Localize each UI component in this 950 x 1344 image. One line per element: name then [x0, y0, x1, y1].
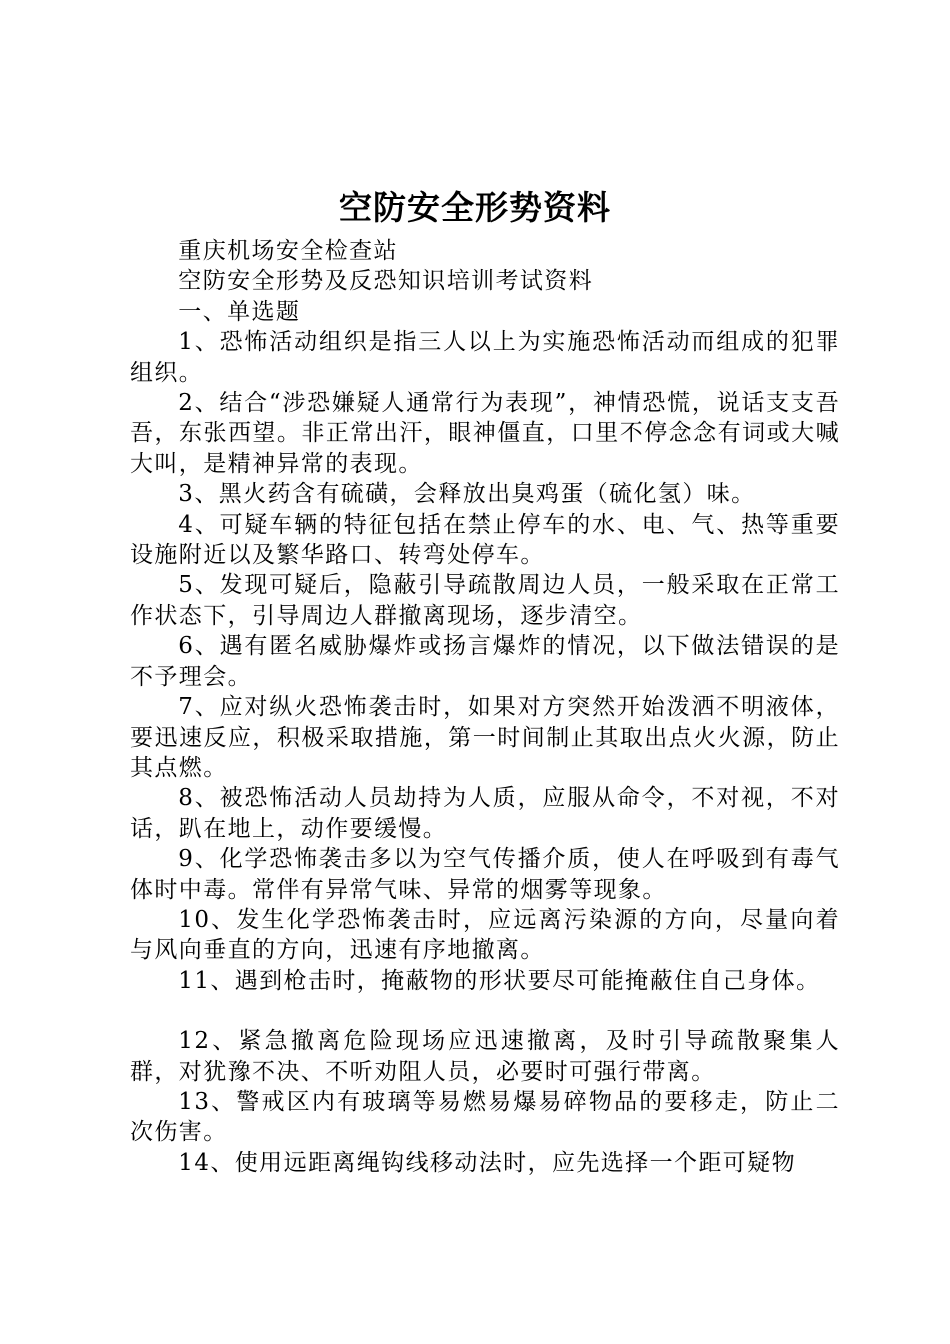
section-heading: 一、单选题	[178, 298, 301, 325]
question-item: 6、遇有匿名威胁爆炸或扬言爆炸的情况，以下做法错误的是不予理会。	[130, 633, 840, 690]
question-item: 4、可疑车辆的特征包括在禁止停车的水、电、气、热等重要设施附近以及繁华路口、转弯处停车。	[130, 511, 840, 569]
question-item: 7、应对纵火恐怖袭击时，如果对方突然开始泼洒不明液体，要迅速反应，积极采取措施，第一时间制止其取出点火火源，防止其点燃。	[130, 694, 840, 781]
question-item: 5、发现可疑后，隐蔽引导疏散周边人员，一般采取在正常工作状态下，引导周边人群撤离现场，逐步清空。	[130, 572, 840, 629]
document-title: 空防安全形势资料	[339, 188, 611, 227]
question-item: 11、遇到枪击时，掩蔽物的形状要尽可能掩蔽住自己身体。	[178, 967, 821, 994]
question-item: 9、化学恐怖袭击多以为空气传播介质，使人在呼吸到有毒气体时中毒。常伴有异常气味、异常的烟雾等现象。	[130, 846, 840, 903]
question-item: 10、发生化学恐怖袭击时，应远离污染源的方向，尽量向着与风向垂直的方向，迅速有序地撤离。	[130, 906, 840, 964]
question-item: 12、紧急撤离危险现场应迅速撤离，及时引导疏散聚集人群，对犹豫不决、不听劝阻人员，必要时可强行带离。	[130, 1028, 840, 1085]
question-item: 1、恐怖活动组织是指三人以上为实施恐怖活动而组成的犯罪组织。	[130, 329, 840, 386]
question-item: 2、结合“涉恐嫌疑人通常行为表现”，神情恐慌，说话支支吾吾，东张西望。非正常出汗，眼神僵直，口里不停念念有词或大喊大叫，是精神异常的表现。	[130, 390, 840, 477]
question-item: 13、警戒区内有玻璃等易燃易爆易碎物品的要移走，防止二次伤害。	[130, 1088, 840, 1146]
paragraph-subtitle: 空防安全形势及反恐知识培训考试资料	[178, 268, 594, 295]
question-item: 14、使用远距离绳钩线移动法时，应先选择一个距可疑物	[178, 1149, 796, 1176]
question-item: 8、被恐怖活动人员劫持为人质，应服从命令，不对视，不对话，趴在地上，动作要缓慢。	[130, 785, 840, 842]
document-body	[130, 236, 840, 1178]
paragraph-organization: 重庆机场安全检查站	[178, 238, 398, 264]
question-item: 3、黑火药含有硫磺，会释放出臭鸡蛋（硫化氢）味。	[178, 481, 756, 508]
paragraph-gap	[130, 996, 840, 1026]
